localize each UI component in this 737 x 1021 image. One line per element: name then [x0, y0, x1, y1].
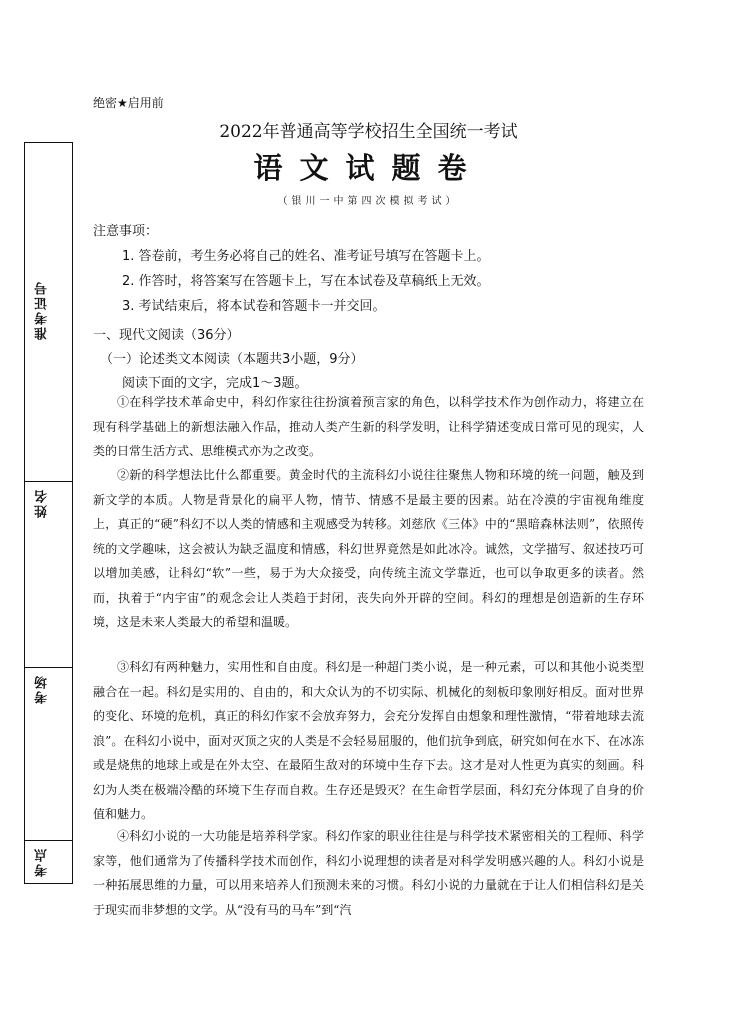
article-paragraph: ④科幻小说的一大功能是培养科学家。科幻作家的职业往往是与科学技术紧密相关的工程师、科学家等，他们通常为了传播科学技术而创作，科幻小说理想的读者是对科学发明感兴趣的人。科幻小说是一种拓展思维的力量，可以用来培养人们预测未来的习惯。科幻小说的力量就在于让人们相信科幻是关于现实而非梦想的文学。从“没有马的马车”到“汽 — [93, 829, 644, 917]
reading-instruction: 阅读下面的文字，完成1～3题。 — [122, 376, 308, 391]
exam-site-label: 考点 — [35, 847, 50, 877]
notice-item: 2. 作答时，将答案写在答题卡上，写在本试卷及草稿纸上无效。 — [122, 274, 490, 289]
exam-site-cell — [25, 840, 72, 883]
article-paragraph: ②新的科学想法比什么都重要。黄金时代的主流科幻小说往往聚焦人物和环境的统一问题，触及到新文学的本质。人物是背景化的扁平人物，情节、情感不是最主要的因素。站在冷漠的宇宙视角维度上，真正的“硬”科幻不以人类的情感和主观感受为转移。刘慈欣《三体》中的“黑暗森林法则”，依照传统的文学趣味，这会被认为缺乏温度和情感，科幻世界竟然是如此冰冷。诚然，文学描写、叙述技巧可以增加美感，让科幻“软”一些，易于为大众接受，向传统主流文学靠近，也可以争取更多的读者。然而，执着于“内宇宙”的观念会让人类趋于封闭，丧失向外开辟的空间。科幻的理想是创造新的生存环境，这是未来人类最大的希望和温暖。 — [93, 468, 644, 629]
article-paragraph: ③科幻有两种魅力，实用性和自由度。科幻是一种超门类小说，是一种元素，可以和其他小说类型融合在一起。科幻是实用的、自由的，和大众认为的不切实际、机械化的刻板印象刚好相反。面对世界的变化、环境的危机，真正的科幻作家不会放弃努力，会充分发挥自由想象和理性激情，“带着地球去流浪”。在科幻小说中，面对灭顶之灾的人类是不会轻易屈服的，他们抗争到底，研究如何在水下、在冰冻或是烧焦的地球上或是在外太空、在最陌生敌对的环境中生存下去。这才是对人性更为真实的刻画。科幻为人类在极端冷酷的环境下生存而自救。生存还是毁灭？在生命哲学层面，科幻充分体现了自身的价值和魅力。 — [93, 660, 644, 821]
exam-room-label: 考场 — [35, 674, 50, 704]
confidential-mark: 绝密★启用前 — [93, 96, 164, 110]
paper-title: 语文试题卷 — [253, 151, 484, 185]
examinee-number-cell — [25, 258, 72, 379]
name-cell — [25, 481, 72, 524]
examinee-number-label: 准考证号 — [35, 280, 50, 340]
notice-item: 3. 考试结束后，将本试卷和答题卡一并交回。 — [122, 299, 386, 314]
subsection-title: （一）论述类文本阅读（本题共3小题，9分） — [100, 352, 364, 367]
examinee-info-box — [24, 142, 73, 884]
notice-heading: 注意事项： — [93, 224, 159, 239]
notice-item: 1. 答卷前，考生务必将自己的姓名、准考证号填写在答题卡上。 — [122, 249, 490, 264]
exam-room-cell — [25, 667, 72, 711]
paper-subtitle: （银川一中第四次模拟考试） — [277, 196, 460, 207]
exam-title: 2022年普通高等学校招生全国统一考试 — [219, 122, 518, 142]
name-label: 姓名 — [35, 488, 50, 518]
article-paragraph: ①在科学技术革命史中，科幻作家往往扮演着预言家的角色，以科学技术作为创作动力，将建立在现有科学基础上的新想法融入作品，推动人类产生新的科学发明，让科学猜述变成日常可见的现实，人类的日常生活方式、思维模式亦为之改变。 — [93, 395, 644, 458]
section-title: 一、现代文阅读（36分） — [93, 328, 240, 343]
